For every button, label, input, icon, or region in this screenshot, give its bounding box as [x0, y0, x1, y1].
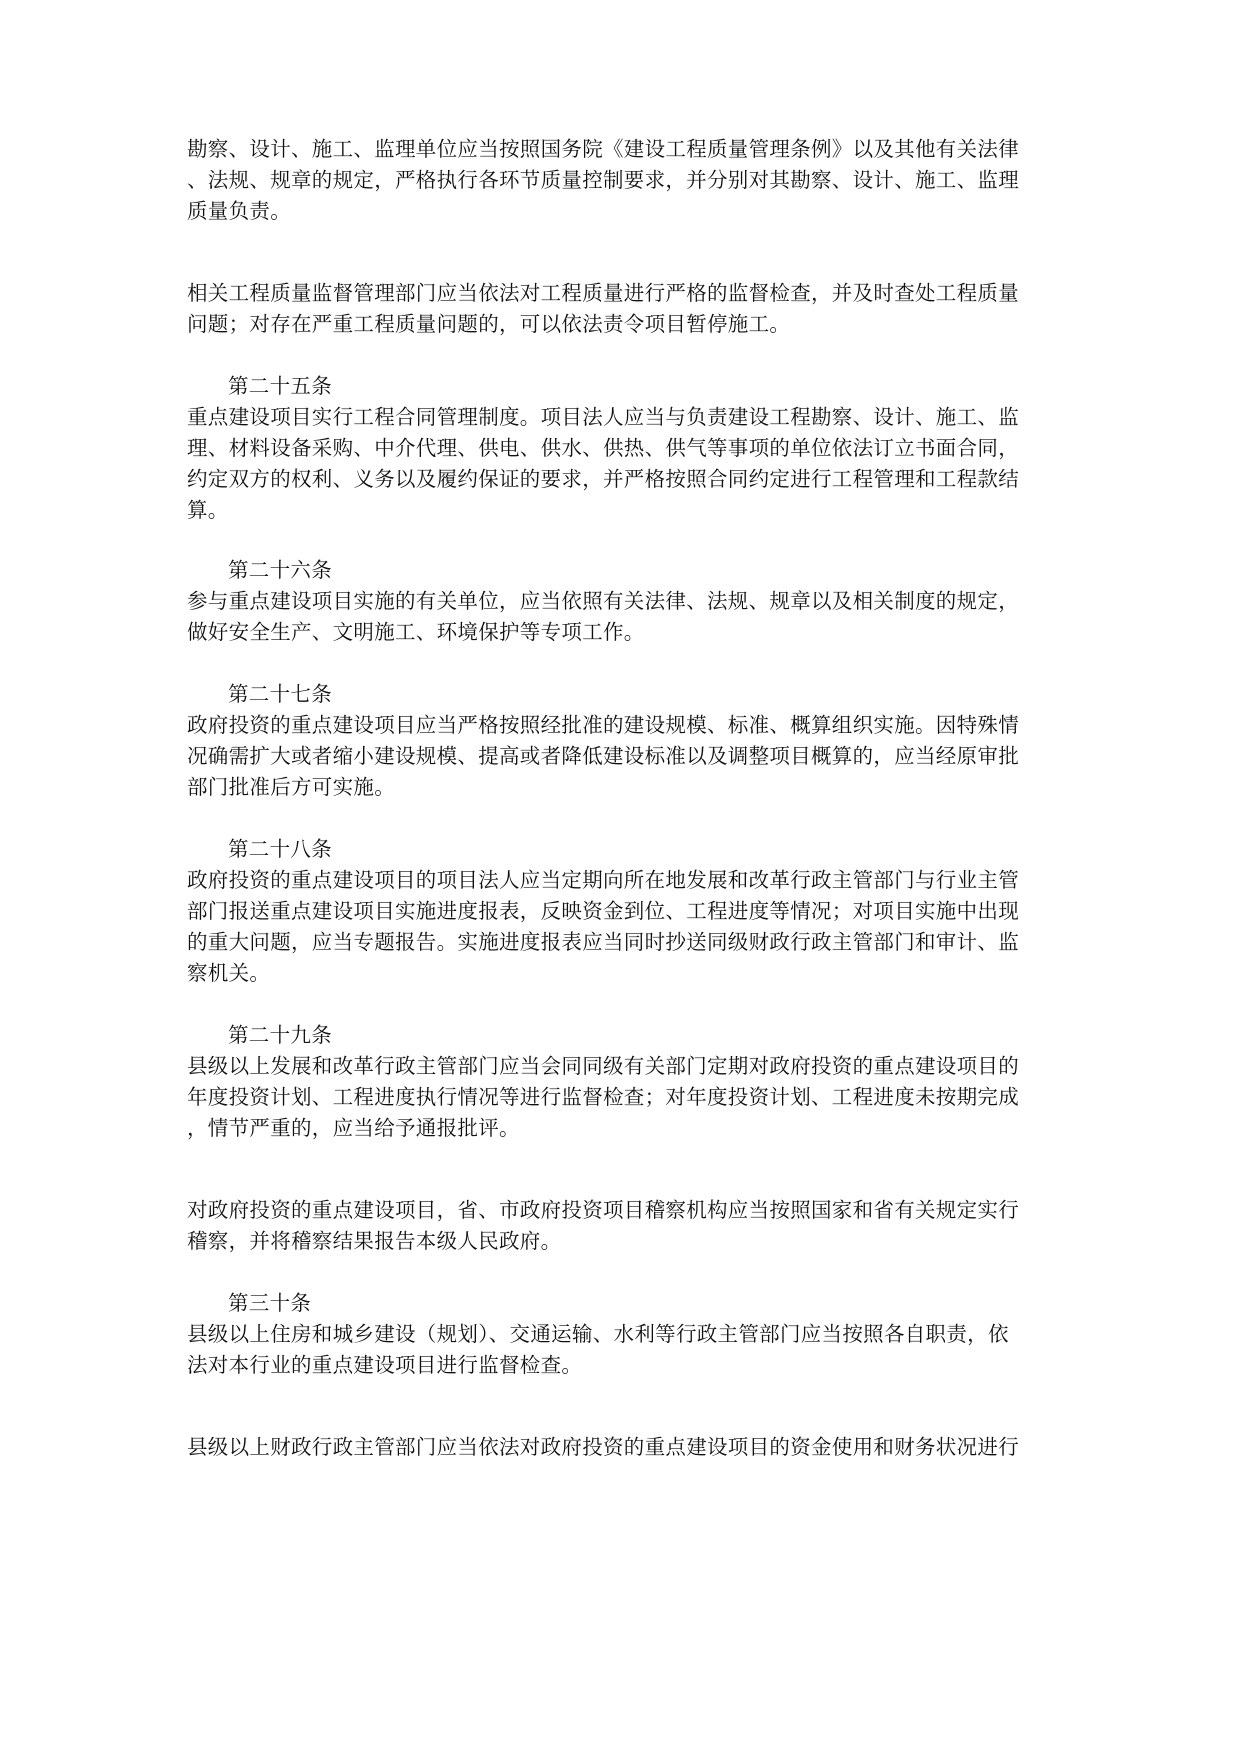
- paragraph-line: 做好安全生产、文明施工、环境保护等专项工作。: [187, 620, 645, 644]
- paragraph-line: 算。: [187, 498, 229, 522]
- paragraph-line: 部门报送重点建设项目实施进度报表，反映资金到位、工程进度等情况；对项目实施中出现: [187, 899, 1019, 923]
- article-heading: 第二十七条: [228, 682, 332, 706]
- paragraph-line: 况确需扩大或者缩小建设规模、提高或者降低建设标准以及调整项目概算的，应当经原审批: [187, 744, 1019, 768]
- article-heading: 第二十五条: [228, 374, 332, 398]
- paragraph-line: 质量负责。: [187, 199, 291, 223]
- paragraph-line: ，情节严重的，应当给予通报批评。: [187, 1116, 520, 1140]
- paragraph-line: 法对本行业的重点建设项目进行监督检查。: [187, 1353, 583, 1377]
- paragraph-line: 对政府投资的重点建设项目，省、市政府投资项目稽察机构应当按照国家和省有关规定实行: [187, 1198, 1019, 1222]
- article-heading: 第三十条: [228, 1291, 312, 1315]
- paragraph-line: 年度投资计划、工程进度执行情况等进行监督检查；对年度投资计划、工程进度未按期完成: [187, 1085, 1019, 1109]
- paragraph-line: 政府投资的重点建设项目应当严格按照经批准的建设规模、标准、概算组织实施。因特殊情: [187, 713, 1019, 737]
- paragraph-line: 稽察，并将稽察结果报告本级人民政府。: [187, 1229, 562, 1253]
- paragraph-line: 相关工程质量监督管理部门应当依法对工程质量进行严格的监督检查，并及时查处工程质量: [187, 281, 1019, 305]
- paragraph-line: 县级以上发展和改革行政主管部门应当会同同级有关部门定期对政府投资的重点建设项目的: [187, 1054, 1019, 1078]
- paragraph-line: 县级以上财政行政主管部门应当依法对政府投资的重点建设项目的资金使用和财务状况进行: [187, 1435, 1019, 1459]
- paragraph-line: 问题；对存在严重工程质量问题的，可以依法责令项目暂停施工。: [187, 312, 791, 336]
- paragraph-line: 理、材料设备采购、中介代理、供电、供水、供热、供气等事项的单位依法订立书面合同，: [187, 436, 1019, 460]
- paragraph-line: 的重大问题，应当专题报告。实施进度报表应当同时抄送同级财政行政主管部门和审计、监: [187, 930, 1019, 954]
- article-heading: 第二十八条: [228, 837, 332, 861]
- paragraph-line: 参与重点建设项目实施的有关单位，应当依照有关法律、法规、规章以及相关制度的规定，: [187, 589, 1019, 613]
- paragraph-line: 部门批准后方可实施。: [187, 775, 395, 799]
- paragraph-line: 勘察、设计、施工、监理单位应当按照国务院《建设工程质量管理条例》以及其他有关法律: [187, 137, 1019, 161]
- paragraph-line: 约定双方的权利、义务以及履约保证的要求，并严格按照合同约定进行工程管理和工程款结: [187, 467, 1019, 491]
- paragraph-line: 县级以上住房和城乡建设（规划）、交通运输、水利等行政主管部门应当按照各自职责，依: [187, 1322, 1009, 1346]
- paragraph-line: 、法规、规章的规定，严格执行各环节质量控制要求，并分别对其勘察、设计、施工、监理: [187, 168, 1019, 192]
- article-heading: 第二十六条: [228, 558, 332, 582]
- paragraph-line: 察机关。: [187, 961, 271, 985]
- paragraph-line: 政府投资的重点建设项目的项目法人应当定期向所在地发展和改革行政主管部门与行业主管: [187, 868, 1019, 892]
- paragraph-line: 重点建设项目实行工程合同管理制度。项目法人应当与负责建设工程勘察、设计、施工、监: [187, 405, 1019, 429]
- article-heading: 第二十九条: [228, 1023, 332, 1047]
